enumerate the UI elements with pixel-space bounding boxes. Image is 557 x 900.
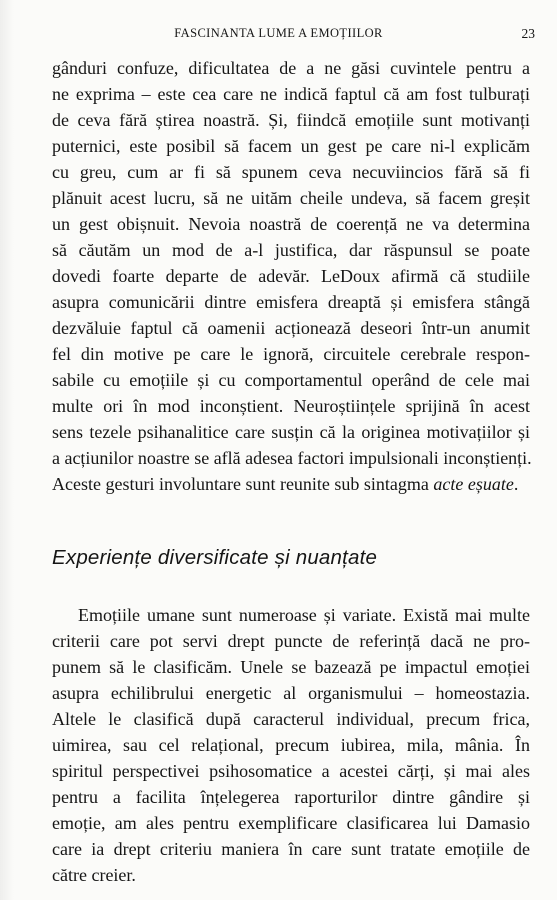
text-line: să căutăm un mod de a-l justifica, dar răspunsul se poate	[52, 240, 530, 260]
text-line: spiritul perspectivei psihosomatice a acestei cărți, și mai ales	[52, 761, 530, 781]
text-line: plănuit acest lucru, să ne uităm cheile undeva, să facem greșit	[52, 188, 530, 208]
text-line: gânduri confuze, dificultatea de a ne găsi cuvintele pentru a	[52, 58, 530, 78]
italic-term: acte eșuate	[433, 474, 514, 494]
text-line-last-lead: Aceste gesturi involuntare sunt reunite sub sintagma	[52, 474, 434, 494]
text-line: a acțiunilor noastre se află adesea factori impulsionali inconștienți.	[52, 448, 532, 468]
text-line: criterii care pot servi drept puncte de referință dacă ne pro-	[52, 631, 530, 651]
body-paragraph-1	[52, 55, 530, 497]
text-line: asupra comunicării dintre emisfera dreaptă și emisfera stângă	[52, 292, 530, 312]
text-line: sens tezele psihanalitice care susțin că la originea motivațiilor și	[52, 422, 530, 442]
text-line: cu greu, cum ar fi să spunem ceva necuviincios fără să fi	[52, 162, 530, 182]
text-line: uimirea, sau cel relațional, precum iubirea, mila, mânia. În	[52, 735, 530, 755]
text-line-last: către creier.	[52, 865, 136, 885]
text-line: pentru a facilita înțelegerea raporturilor dintre gândire și	[52, 787, 530, 807]
text-line: dovedi foarte departe de adevăr. LeDoux afirmă că studiile	[52, 266, 530, 286]
body-paragraph-2	[52, 602, 530, 888]
running-header	[0, 26, 557, 46]
text-line: ne exprima – este cea care ne indică faptul că am fost tulburați	[52, 84, 530, 104]
text-line: emoție, am ales pentru exemplificare clasificarea lui Damasio	[52, 813, 530, 833]
text-line: dezvăluie faptul că oamenii acționează deseori într-un anumit	[52, 318, 530, 338]
page-number: 23	[521, 26, 535, 41]
text-line: punem să le clasificăm. Unele se bazează pe impactul emoției	[52, 657, 530, 677]
text-line-last	[52, 471, 530, 497]
text-line: asupra echilibrului energetic al organismului – homeostazia.	[52, 683, 530, 703]
text-line: sabile cu emoțiile și cu comportamentul operând de cele mai	[52, 370, 530, 390]
text-line: care ia drept criteriu maniera în care sunt tratate emoțiile de	[52, 839, 530, 859]
text-line: de ceva fără știrea noastră. Și, fiindcă emoțiile sunt motivanți	[52, 110, 530, 130]
text-line: puternici, este posibil să facem un gest pe care ni-l explicăm	[52, 136, 530, 156]
text-line: fel din motive pe care le ignoră, circuitele cerebrale respon-	[52, 344, 530, 364]
text-line: Altele le clasifică după caracterul individual, precum frica,	[52, 709, 530, 729]
text-line: Emoțiile umane sunt numeroase și variate. Există mai multe	[78, 605, 530, 625]
section-heading: Experiențe diversificate și nuanțate	[52, 546, 378, 569]
text-line: un gest obișnuit. Nevoia noastră de coerență ne va determina	[52, 214, 530, 234]
text-line-last-end: .	[513, 474, 519, 494]
text-line: multe ori în mod inconștient. Neuroștiințele sprijină în acest	[52, 396, 530, 416]
running-title: FASCINANTA LUME A EMOȚIILOR	[174, 26, 383, 40]
